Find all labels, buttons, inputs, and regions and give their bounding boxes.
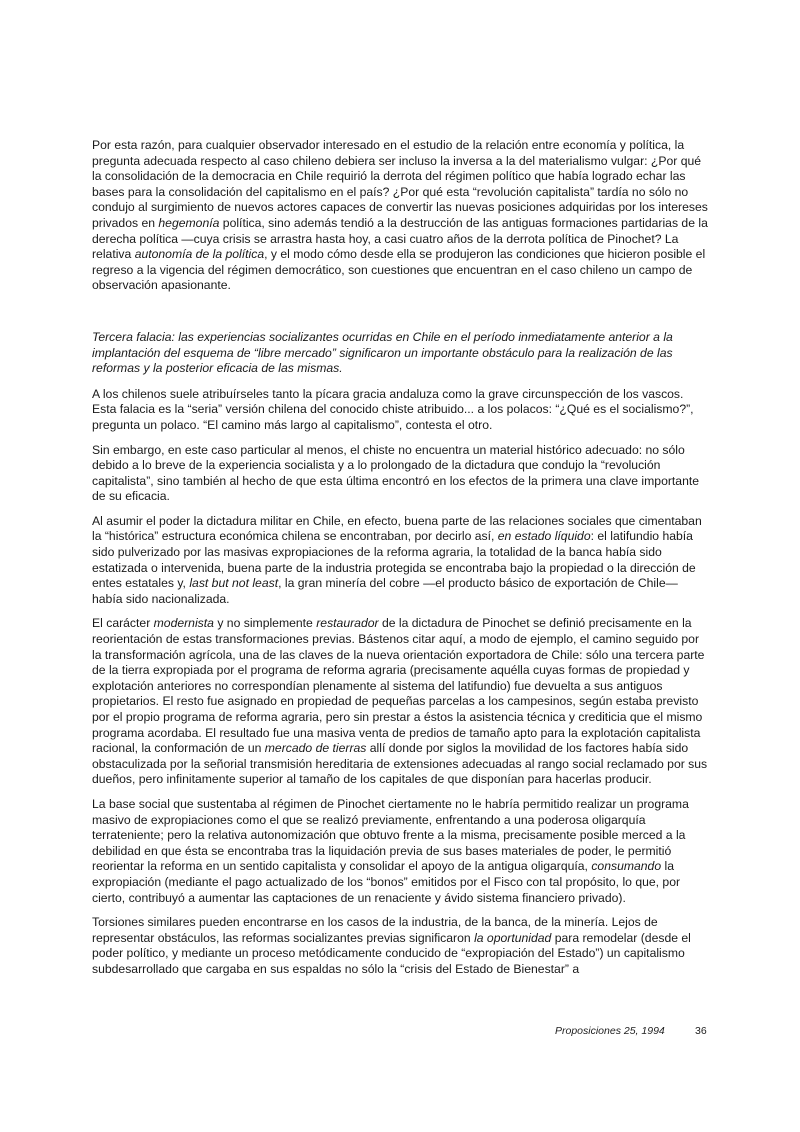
paragraph	[92, 797, 710, 906]
emphasis-text: consumando	[591, 859, 662, 874]
emphasis-text: hegemonía	[158, 215, 220, 230]
emphasis-text: modernista	[153, 616, 214, 631]
paragraph	[92, 616, 710, 788]
emphasis-text: mercado de tierras	[264, 741, 367, 756]
paragraph-text: Torsiones similares pueden encontrarse en los casos de la industria, de la banca, de la minería. Lejos de representar obstáculos, las reformas socializantes previas significaron	[92, 915, 658, 945]
emphasis-text: restaurador	[316, 616, 379, 631]
emphasis-text: en estado líquido	[497, 529, 591, 544]
paragraph-text: La base social que sustentaba al régimen de Pinochet ciertamente no le habría permitido realizar un programa masivo de expropiaciones como el que se realizó previamente, enfrentando a una poderosa oligarquía terrateniente; pero la relativa autonomización que obtuvo frente a la misma, precisamente posible merced a la debilidad en que ésta se encontraba tras la liquidación previa de sus bases materiales de poder, le permitió reorientar la reforma en un sentido capitalista y consolidar el apoyo de la antigua oligarquía,	[92, 796, 689, 874]
paragraph	[92, 138, 710, 294]
paragraph	[92, 514, 710, 608]
paragraph-text: allí donde por siglos la movilidad de los factores había sido obstaculizada por la señorial transmisión hereditaria de extensiones adecuadas al rango social reclamado por sus dueños, pero infinitamente superior al tamaño de los capitales de que disponían para hacerlas producir.	[92, 741, 708, 787]
paragraph-text: Por esta razón, para cualquier observador interesado en el estudio de la relación entre economía y política, la pregunta adecuada respecto al caso chileno debiera ser incluso la inversa a la del materialismo vulgar: ¿Por qué la consolidación de la democracia en Chile requirió la derrota del régimen político que había logrado echar las bases para la consolidación del capitalismo en el país? ¿Por qué esta “revolución capitalista” tardía no sólo no condujo al surgimiento de nuevos actores capaces de convertir las nuevas posiciones adquiridas por los intereses privados en	[92, 138, 708, 230]
paragraph-text: , y el modo cómo desde ella se produjeron las condiciones que hicieron posible el regreso a la vigencia del régimen democrático, son cuestiones que encuentran en el caso chileno un campo de observación apasionante.	[92, 247, 706, 293]
paragraph-text: para remodelar (desde el poder político, y mediante un proceso metódicamente conducido de “expropiación del Estado”) un capitalismo subdesarrollado que cargaba en sus espaldas no sólo la “crisis del Estado de Bienestar” a	[92, 930, 691, 976]
paragraph-text: y no simplemente	[213, 616, 317, 631]
document-body	[92, 138, 710, 987]
paragraph-text: : el latifundio había sido pulverizado por las masivas expropiaciones de la reforma agraria, la totalidad de la banca había sido estatizada o intervenida, buena parte de la industria protegida se encontraba bajo la propiedad o la dirección de entes estatales y,	[92, 529, 696, 591]
emphasis-text: autonomía de la política	[134, 247, 265, 262]
thesis-statement: Tercera falacia: las experiencias socializantes ocurridas en Chile en el período inmediatamente anterior a la implantación del esquema de “libre mercado” significaron un importante obstáculo para la realización de las reformas y la posterior eficacia de las mismas.	[92, 329, 673, 376]
paragraph-text: la expropiación (mediante el pago actualizado de los “bonos” emitidos por el Fisco con tal propósito, lo que, por cierto, contribuyó a aumentar las captaciones de un renaciente y ávido sistema financiero privado).	[92, 859, 681, 905]
paragraph-text: El carácter	[92, 616, 154, 631]
page-number: 36	[695, 1025, 707, 1037]
paragraph-text: de la dictadura de Pinochet se definió precisamente en la reorientación de estas transformaciones previas. Bástenos citar aquí, a modo de ejemplo, el camino seguido por la transformación agrícola, una de las claves de la nueva orientación exportadora de Chile: sólo una tercera parte de la tierra expropiada por el programa de reforma agraria (precisamente aquélla cuyas formas de propiedad y explotación anteriores no correspondían plenamente al sistema del latifundio) fue devuelta a sus antiguos propietarios. El resto fue asignado en propiedad de pequeñas parcelas a los campesinos, según estaba previsto por el propio programa de reforma agraria, pero sin prestar a éstos la asistencia técnica y crediticia que el mismo programa acordaba. El resultado fue una masiva venta de predios de tamaño apto para la explotación capitalista racional, la conformación de un	[92, 616, 705, 756]
paragraph-text: Al asumir el poder la dictadura militar en Chile, en efecto, buena parte de las relaciones sociales que cimentaban la “histórica” estructura económica chilena se encontraban, por decirlo así,	[92, 513, 702, 544]
emphasis-text: la oportunidad	[474, 930, 552, 945]
emphasis-text: last but not least	[189, 576, 279, 591]
paragraph	[92, 915, 710, 977]
paragraph-text: política, sino además tendió a la destrucción de las antiguas formaciones partidarias de la derecha política —cuya crisis se arrastra hasta hoy, a casi cuatro años de la derrota política de Pinochet? La relativa	[92, 215, 708, 262]
paragraph: Sin embargo, en este caso particular al menos, el chiste no encuentra un material histórico adecuado: no sólo debido a lo breve de la experiencia socialista y a lo prolongado de la dictadura que condujo la “revolución capitalista”, sino también al hecho de que esta última encontró en los efectos de la primera una clave importante de su eficacia.	[92, 442, 700, 504]
journal-citation: Proposiciones 25, 1994	[555, 1025, 665, 1037]
paragraph-text: , la gran minería del cobre —el producto básico de exportación de Chile— había sido nacionalizada.	[92, 576, 678, 606]
paragraph: A los chilenos suele atribuírseles tanto la pícara gracia andaluza como la grave circunspección de los vascos. Esta falacia es la “seria” versión chilena del conocido chiste atribuido... a los polacos: “¿Qué es el socialismo?”, pregunta un polaco. “El camino más largo al capitalismo”, contesta el otro.	[92, 386, 694, 432]
